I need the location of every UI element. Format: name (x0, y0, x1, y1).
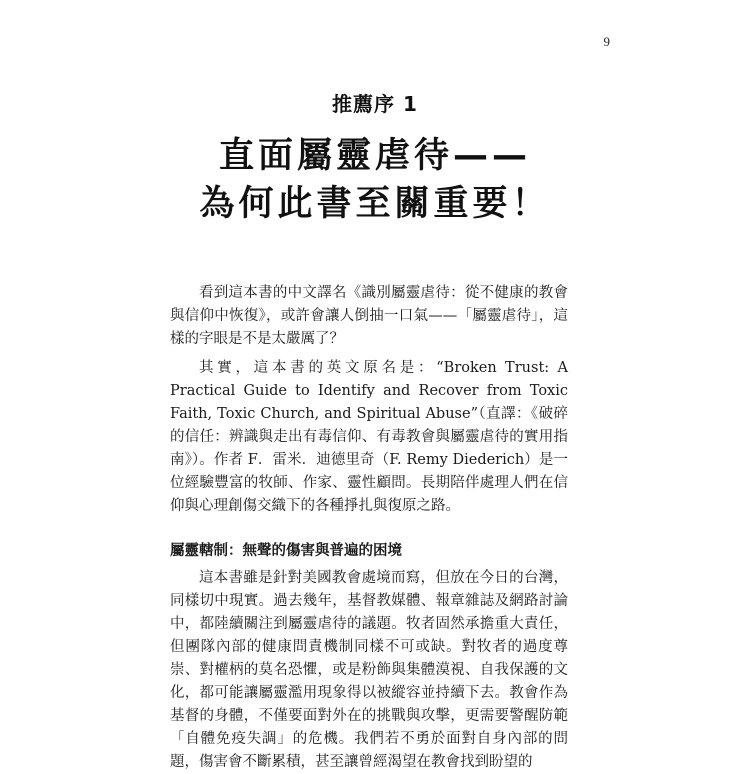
paragraph-1: 看到這本書的中文譯名《識別屬靈虐待：從不健康的教會與信仰中恢復》，或許會讓人倒抽一口氣——「屬靈虐待」，這樣的字眼是不是太嚴厲了？ (170, 285, 568, 347)
paragraph-2: 其實，這本書的英文原名是：“Broken Trust: A Practical Guide to Identify and Recover from Toxic Faith, Toxic Church, and Spiritual Abuse”（直譯：《破碎的信任：辨識與走出有毒信仰、有毒教會與屬靈虐待的實用指南》）。作者 F．雷米．迪德里奇（F. Remy Diederich）是一位經驗豐富的牧師、作家、靈性顧問。長期陪伴處理人們在信仰與心理創傷交織下的各種掙扎與復原之路。 (170, 360, 568, 514)
body-text (170, 282, 568, 774)
section-paragraph: 這本書雖是針對美國教會處境而寫，但放在今日的台灣，同樣切中現實。過去幾年，基督教媒體、報章雜誌及網路討論中，都陸續關注到屬靈虐待的議題。牧者固然承擔重大責任，但團隊內部的健康問責機制同樣不可或缺。對牧者的過度尊崇、對權柄的莫名恐懼，或是粉飾與集體漠視、自我保護的文化，都可能讓屬靈濫用現象得以被縱容並持續下去。教會作為基督的身體，不僅要面對外在的挑戰與攻擊，更需要警醒防範「自體免疫失調」的危機。我們若不勇於面對自身內部的問題，傷害會不斷累積，甚至讓曾經渴望在教會找到盼望的 (170, 570, 568, 770)
chapter-title-line-1: 直面屬靈虐待—— (218, 136, 531, 176)
section-heading: 屬靈轄制：無聲的傷害與普遍的困境 (170, 543, 402, 559)
preface-label: 推薦序 1 (332, 92, 418, 116)
page-number: 9 (603, 34, 610, 49)
chapter-title-line-2: 為何此書至關重要！ (199, 184, 551, 224)
